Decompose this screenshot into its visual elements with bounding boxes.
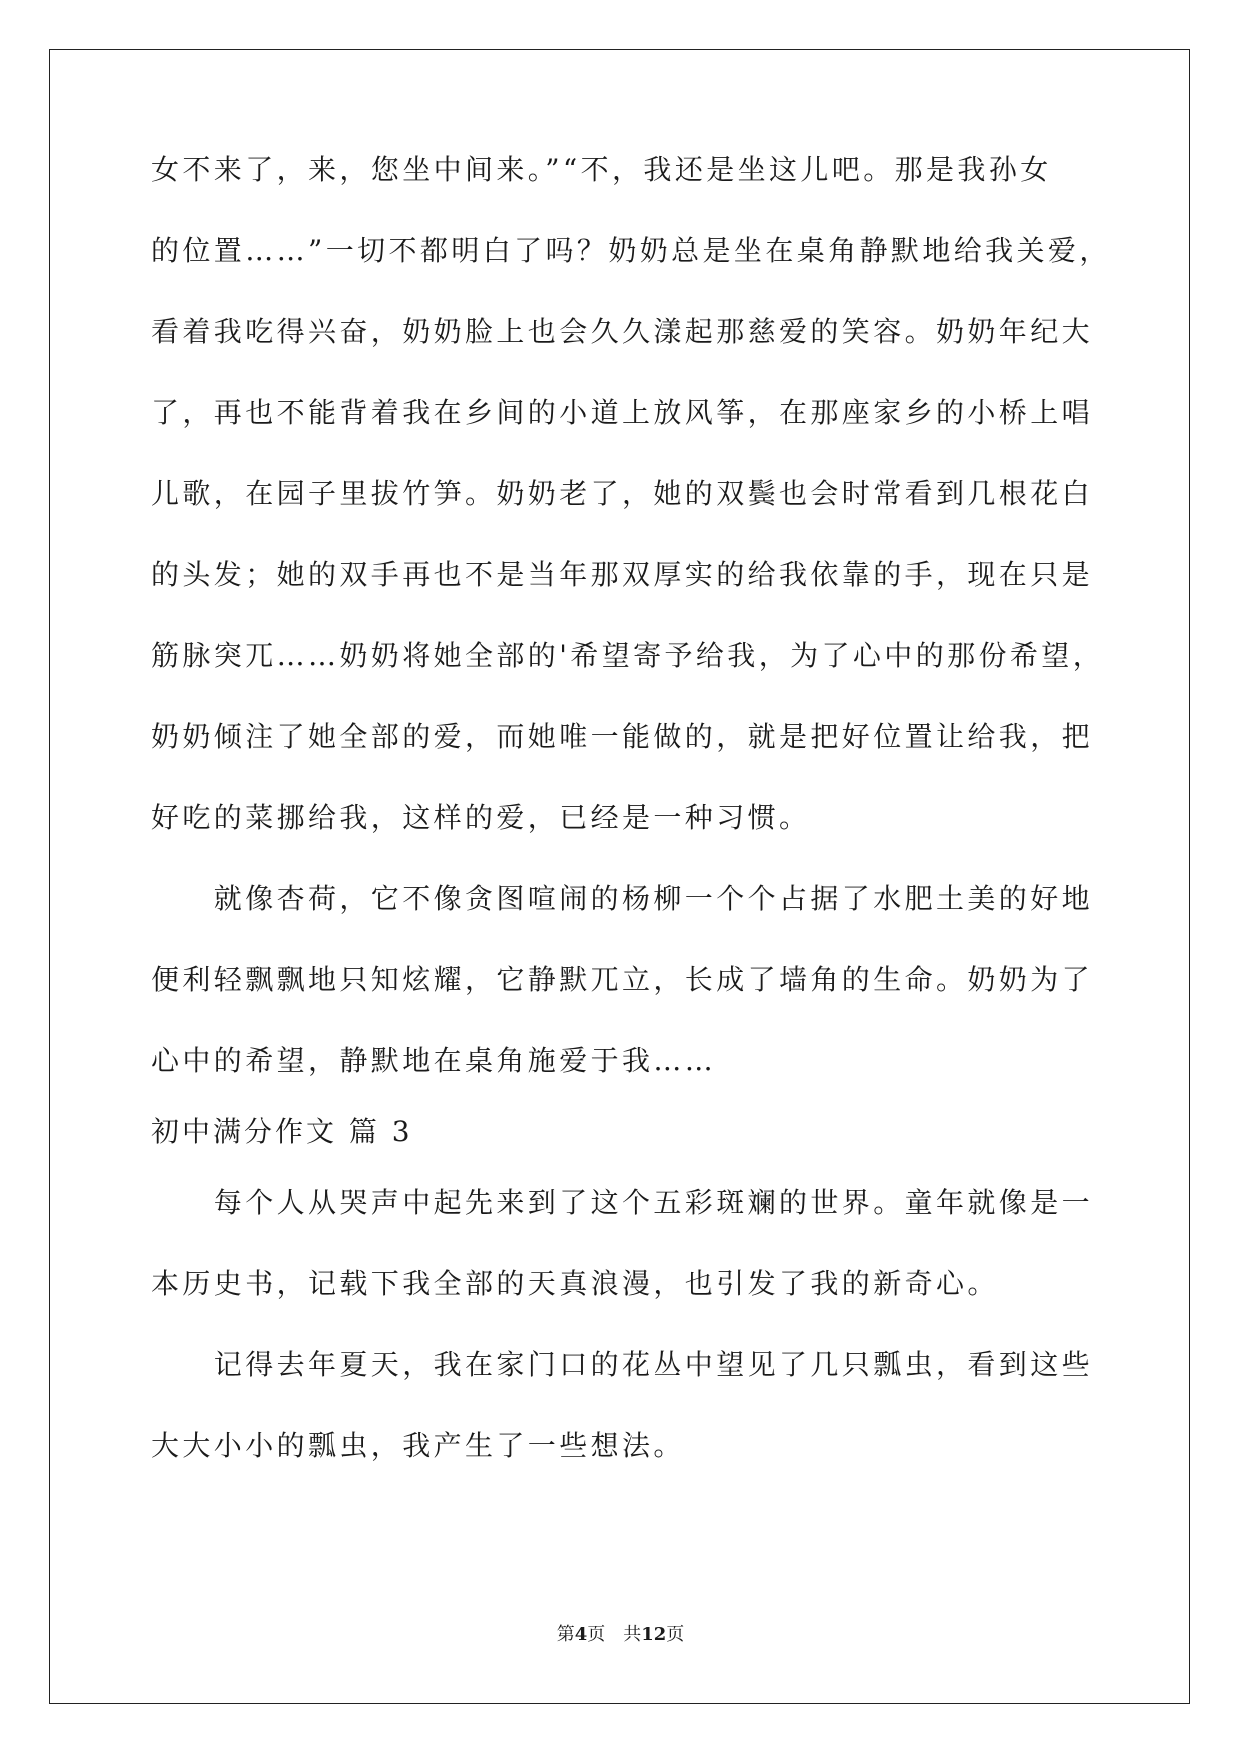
- text-line: 了，再也不能背着我在乡间的小道上放风筝，在那座家乡的小桥上唱: [151, 396, 1094, 429]
- text-line: 便利轻飘飘地只知炫耀，它静默兀立，长成了墙角的生命。奶奶为了: [151, 963, 1094, 996]
- text-line: 女不来了，来，您坐中间来。”“不，我还是坐这儿吧。那是我孙女: [151, 153, 1052, 186]
- text-line: 的头发；她的双手再也不是当年那双厚实的给我依靠的手，现在只是: [151, 558, 1094, 591]
- section-heading: 初中满分作文 篇 3: [151, 1115, 413, 1148]
- text-line: 的位置……”一切不都明白了吗？奶奶总是坐在桌角静默地给我关爱，: [151, 234, 1111, 267]
- text-line: 儿歌，在园子里拔竹笋。奶奶老了，她的双鬓也会时常看到几根花白: [151, 477, 1094, 510]
- text-line: 看着我吃得兴奋，奶奶脸上也会久久漾起那慈爱的笑容。奶奶年纪大: [151, 315, 1094, 348]
- text-line: 大大小小的瓢虫，我产生了一些想法。: [151, 1429, 685, 1462]
- footer-suffix: 页: [666, 1624, 685, 1645]
- text-line: 好吃的菜挪给我，这样的爱，已经是一种习惯。: [151, 801, 811, 834]
- text-line: 心中的希望，静默地在桌角施爱于我……: [151, 1044, 717, 1077]
- text-line: 奶奶倾注了她全部的爱，而她唯一能做的，就是把好位置让给我，把: [151, 720, 1094, 753]
- page-footer: [0, 1620, 1241, 1646]
- footer-prefix: 第: [556, 1624, 575, 1645]
- footer-middle: 页 共: [587, 1624, 642, 1645]
- paragraph-start: 记得去年夏天，我在家门口的花丛中望见了几只瓢虫，看到这些: [151, 1348, 1094, 1381]
- paragraph-start: 就像杏荷，它不像贪图喧闹的杨柳一个个占据了水肥土美的好地: [151, 882, 1094, 915]
- text-line: 筋脉突兀……奶奶将她全部的'希望寄予给我，为了心中的那份希望，: [151, 639, 1105, 672]
- text-line: 本历史书，记载下我全部的天真浪漫，也引发了我的新奇心。: [151, 1267, 999, 1300]
- paragraph-start: 每个人从哭声中起先来到了这个五彩斑斓的世界。童年就像是一: [151, 1186, 1094, 1219]
- total-page-count: 12: [641, 1624, 667, 1645]
- current-page-number: 4: [574, 1624, 588, 1645]
